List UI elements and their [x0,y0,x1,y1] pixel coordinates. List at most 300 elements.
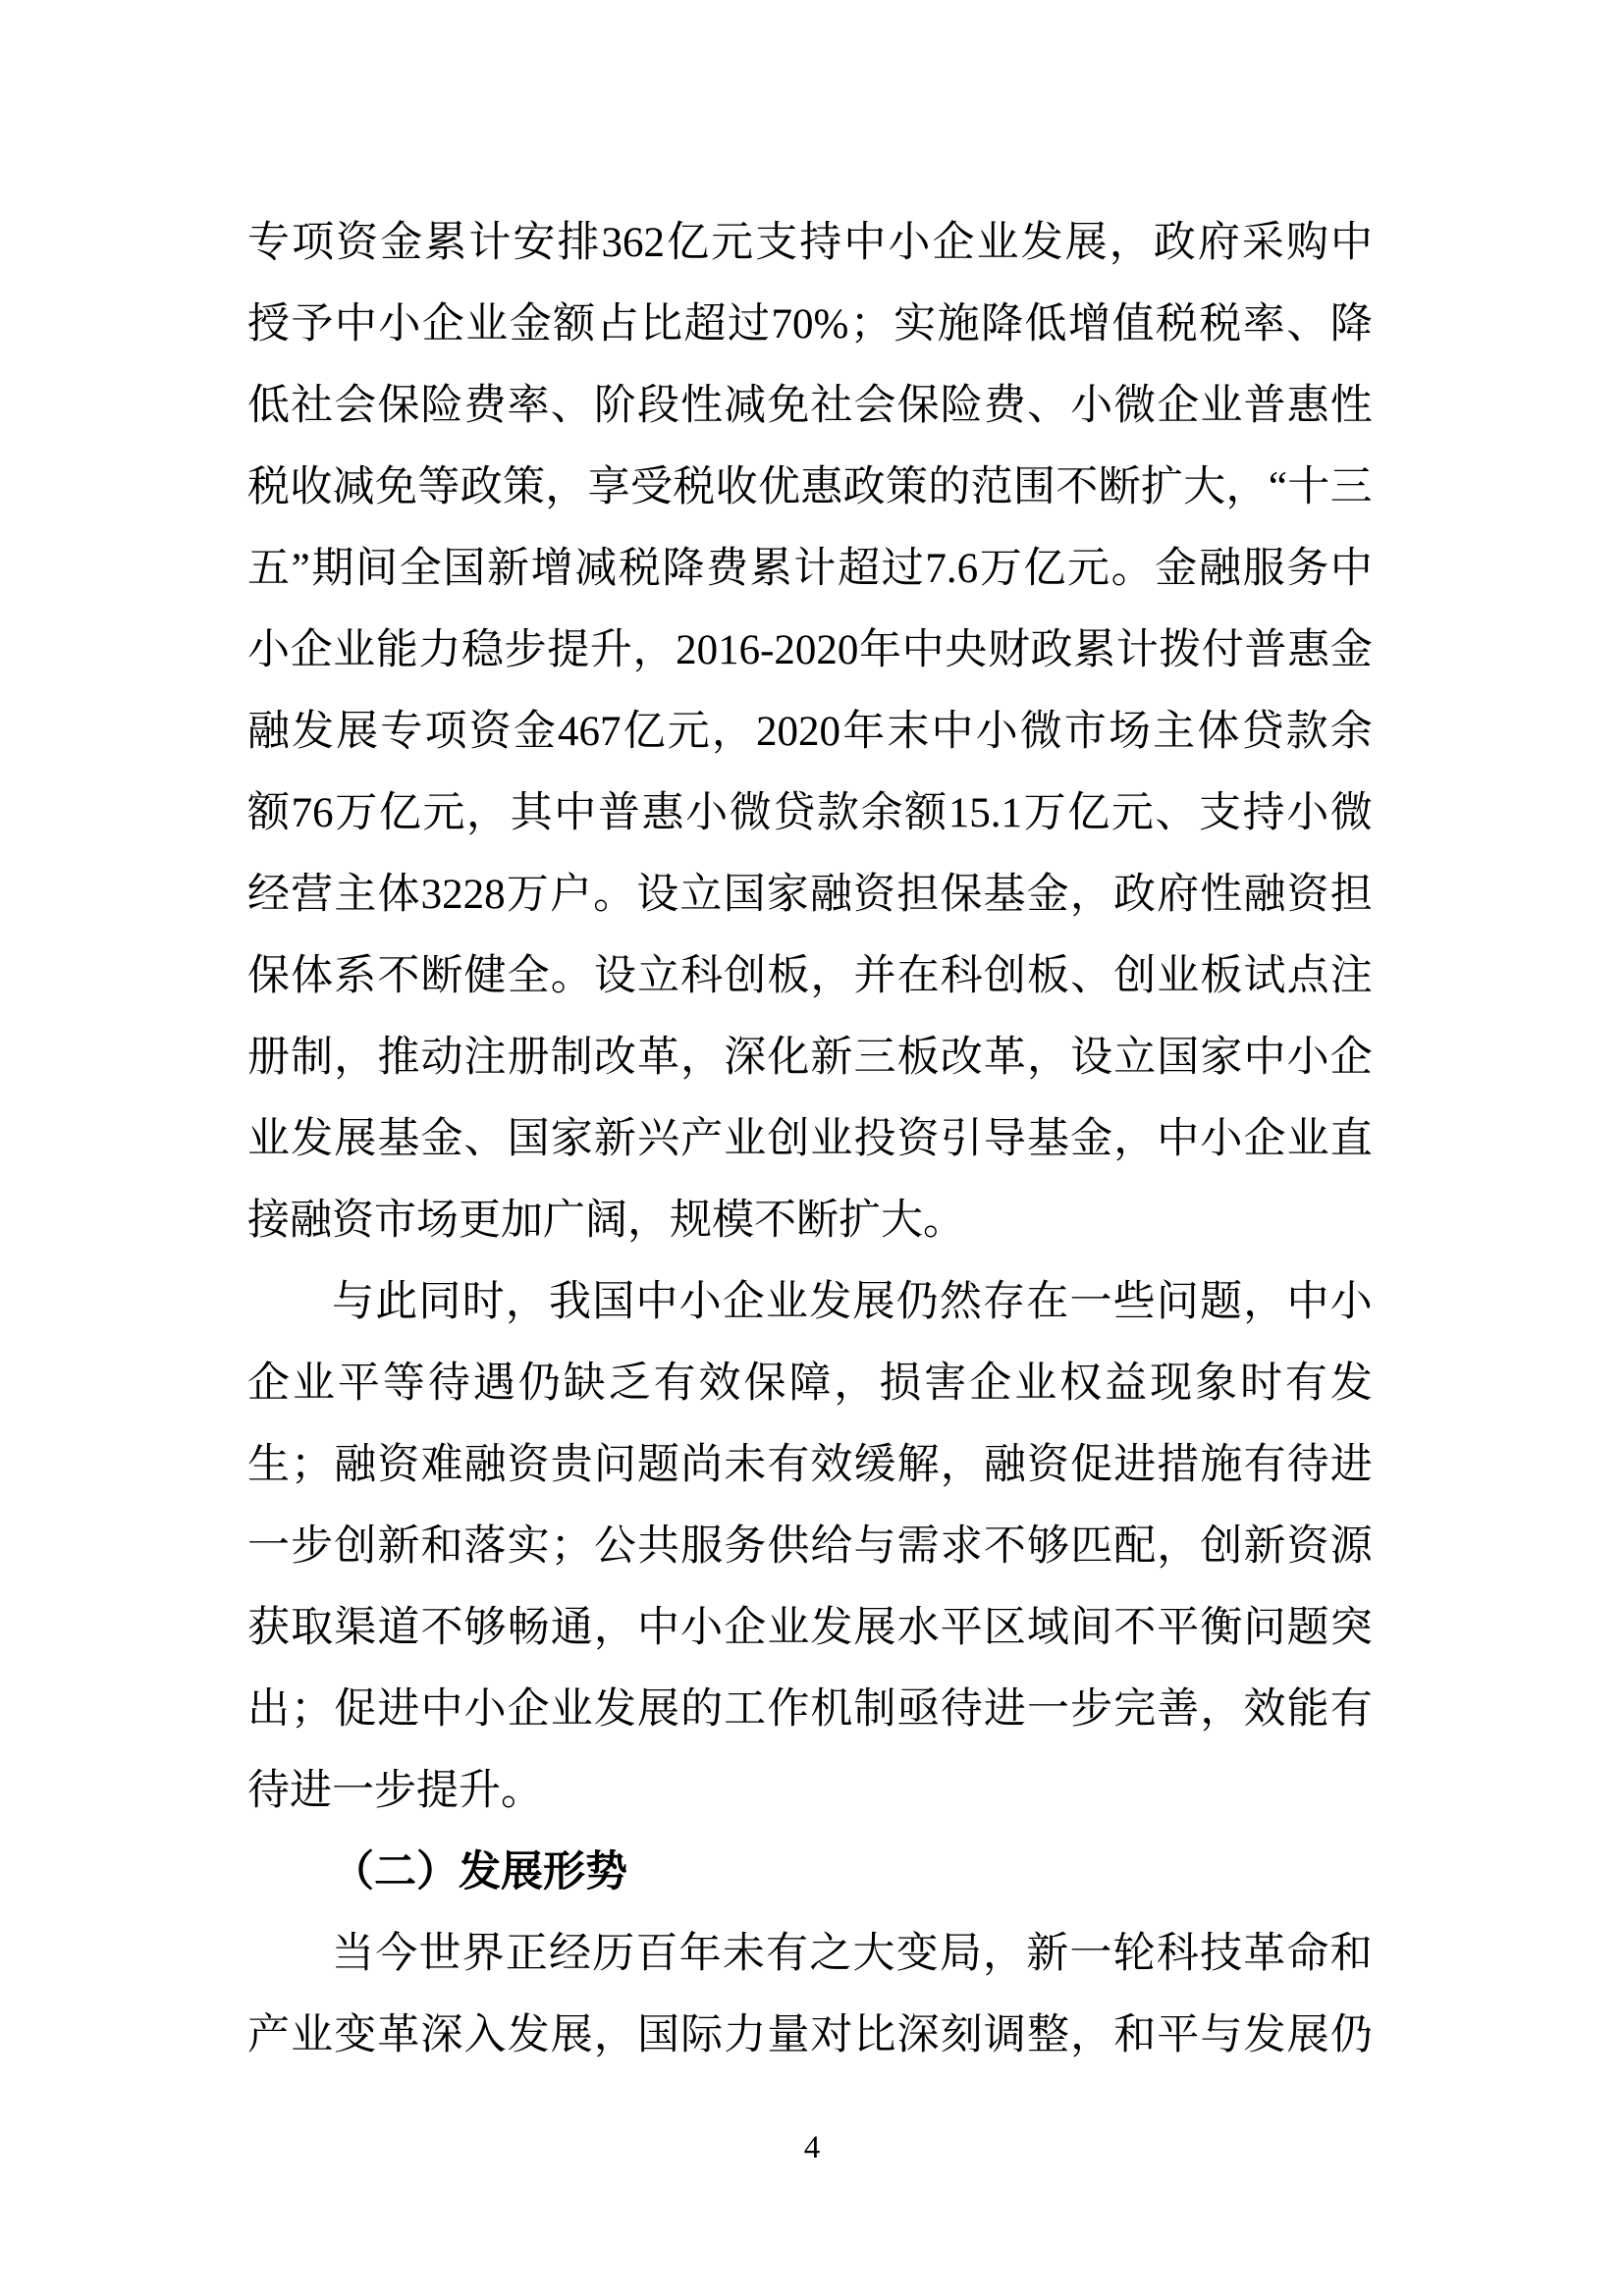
glyph-token: 平 [1157,1605,1200,1651]
glyph-token: 源 [1329,1523,1373,1570]
text-line-14 [247,1261,1373,1343]
glyph-token: 完 [1113,1686,1157,1733]
text-line-21: （二）发展形势 [332,1849,627,1896]
glyph-token: 普 [1243,383,1286,429]
glyph-token: 会 [853,383,896,429]
glyph-token: 府 [1197,220,1240,266]
glyph-token: 户 [549,872,592,918]
glyph-token: 性 [680,383,724,429]
glyph-token: 低 [1024,301,1067,347]
glyph-token: 创 [1113,953,1157,999]
glyph-token: 政 [460,464,503,510]
glyph-token: 3228 [420,872,506,918]
glyph-token: 不 [377,953,420,999]
glyph-token: 超 [838,546,881,592]
glyph-token: 金 [420,1116,463,1162]
glyph-token: 投 [853,1116,896,1162]
glyph-token: 革 [636,1035,679,1081]
glyph-token: 国 [1157,1035,1200,1081]
glyph-token: 化 [767,1035,810,1081]
glyph-token: 占 [596,301,639,347]
glyph-token: 保 [896,383,940,429]
glyph-token: 际 [680,2012,724,2058]
glyph-token: 资 [377,1442,420,1488]
glyph-token: 元 [667,709,710,755]
glyph-token: 、 [1155,790,1198,836]
glyph-token: 我 [549,1279,592,1325]
glyph-token: 基 [377,1116,420,1162]
glyph-token: 累 [749,546,792,592]
glyph-token: 2020 [756,709,841,755]
glyph-token: 比 [640,301,683,347]
glyph-token: 有 [766,1931,809,1977]
glyph-token: 融 [463,1442,507,1488]
glyph-token: 微 [1329,790,1373,836]
glyph-token: 国 [636,2012,679,2058]
glyph-token: ， [466,790,510,836]
glyph-token: 害 [924,1361,967,1407]
glyph-token: 益 [1105,1361,1148,1407]
glyph-token: ， [983,1931,1026,1977]
glyph-token: 和 [1329,1931,1373,1977]
glyph-token: 政 [1112,872,1156,918]
glyph-token: 权 [1059,1361,1103,1407]
glyph-token: 年 [678,1931,722,1977]
glyph-token: 新 [593,1116,636,1162]
glyph-token: 发 [1243,2012,1286,2058]
glyph-token: ； [291,1442,334,1488]
glyph-token: 不 [420,1605,463,1651]
glyph-token: 十 [1287,464,1330,510]
glyph-token: 未 [722,1931,765,1977]
glyph-token: 小 [1329,1279,1373,1325]
glyph-token: 一 [247,1523,290,1570]
glyph-token: 减 [724,383,767,429]
glyph-token: 惠 [1287,627,1330,673]
glyph-token: 体 [1197,709,1240,755]
glyph-token: 资 [336,220,379,266]
glyph-token: 76 [291,790,334,836]
glyph-token: 题 [1200,1279,1243,1325]
glyph-token: 家 [766,872,809,918]
glyph-token: 变 [895,1931,939,1977]
glyph-token: 小 [888,220,931,266]
glyph-token: 税 [1199,301,1242,347]
glyph-token: 年 [842,709,886,755]
glyph-token: 障 [788,1361,832,1407]
glyph-token: ， [1243,1279,1286,1325]
text-line-3 [247,365,1373,447]
glyph-token: 担 [896,872,940,918]
glyph-token: 融 [1243,872,1286,918]
glyph-token: 步 [291,1523,334,1570]
glyph-token: 持 [1242,790,1285,836]
glyph-token: 中 [1243,1035,1286,1081]
glyph-token: 效 [698,1361,741,1407]
glyph-token: 命 [1286,1931,1329,1977]
glyph-token: ， [1026,1035,1069,1081]
glyph-token: 获 [247,1605,290,1651]
glyph-token: 取 [291,1605,334,1651]
glyph-token: ， [1069,872,1112,918]
glyph-token: 亿 [667,220,710,266]
glyph-token: 进 [377,1686,420,1733]
glyph-token: ， [505,1279,548,1325]
glyph-token: 款 [1285,709,1328,755]
glyph-token: 小 [1070,383,1113,429]
glyph-token: 试 [1243,953,1286,999]
text-line-5 [247,528,1373,610]
glyph-token: 贷 [773,790,816,836]
glyph-token: 围 [1012,464,1056,510]
glyph-token: 普 [1244,627,1287,673]
glyph-token: 7.6 [925,546,979,592]
glyph-token: 道 [377,1605,420,1651]
glyph-token: 微 [729,790,772,836]
glyph-token: 新 [377,1523,420,1570]
glyph-token: 世 [418,1931,461,1977]
glyph-token: 一 [1069,1279,1112,1325]
glyph-token: 发 [507,2012,550,2058]
glyph-token: 贵 [550,1442,593,1488]
glyph-token: 计 [1115,627,1159,673]
glyph-token: 企 [1157,383,1200,429]
glyph-token: 等 [382,1361,425,1407]
glyph-token: 降 [1329,301,1373,347]
glyph-token: 保 [940,872,983,918]
glyph-token: 损 [879,1361,922,1407]
glyph-token: 融 [983,1442,1026,1488]
glyph-token: 社 [810,383,853,429]
glyph-token: 革 [1243,1931,1286,1977]
glyph-token: 公 [593,1523,636,1570]
glyph-token: 值 [1111,301,1155,347]
glyph-token: 仍 [1329,2012,1373,2058]
glyph-token: 刻 [940,2012,983,2058]
glyph-token: 末 [887,709,930,755]
glyph-token: 业 [724,1116,767,1162]
glyph-token: 有 [1243,1442,1286,1488]
glyph-token: 余 [1329,709,1373,755]
glyph-token: 发 [593,1686,636,1733]
glyph-token: 服 [680,1523,724,1570]
glyph-token: 专 [247,220,290,266]
glyph-token: 一 [1026,1686,1069,1733]
glyph-token: 全 [399,546,442,592]
glyph-token: 率 [1242,301,1285,347]
glyph-token: 额 [247,790,290,836]
glyph-token: 革 [983,1035,1026,1081]
glyph-token: 展 [636,1686,679,1733]
glyph-token: 待 [1286,1442,1329,1488]
glyph-token: ， [940,1442,983,1488]
glyph-token: 创 [767,1116,810,1162]
glyph-token: 中 [1329,546,1373,592]
text-line-11 [247,1017,1373,1098]
glyph-token: 排 [557,220,600,266]
glyph-token: 15.1 [947,790,1022,836]
glyph-token: 支 [1199,790,1242,836]
glyph-token: 水 [896,1605,940,1651]
glyph-token: 发 [810,1605,853,1651]
glyph-token: 中 [901,627,945,673]
glyph-token: 付 [1201,627,1244,673]
glyph-token: 稳 [461,627,505,673]
glyph-token: 并 [853,953,896,999]
glyph-token: 发 [1329,1361,1373,1407]
glyph-token: 升 [589,627,632,673]
glyph-token: 微 [1019,709,1062,755]
glyph-token: 国 [507,1116,550,1162]
glyph-token: 其 [510,790,553,836]
glyph-token: 产 [247,2012,290,2058]
glyph-token: 小 [378,301,421,347]
glyph-token: 步 [1070,1686,1113,1733]
glyph-token: ， [593,2012,636,2058]
text-line-2 [247,284,1373,365]
glyph-token: 问 [1156,1279,1199,1325]
glyph-token: 之 [809,1931,852,1977]
glyph-token: 企 [290,627,333,673]
text-line-23 [247,1995,1373,2076]
glyph-token: 万 [979,546,1022,592]
glyph-token: 不 [1056,464,1099,510]
glyph-token: 有 [1284,1361,1327,1407]
glyph-token: 时 [461,1279,505,1325]
glyph-token: 资 [1286,872,1329,918]
glyph-token: 小 [678,1279,722,1325]
glyph-token: 断 [1098,464,1141,510]
glyph-token: 突 [1329,1605,1373,1651]
glyph-token: 拨 [1159,627,1202,673]
glyph-token: 三 [1329,464,1373,510]
glyph-token: 正 [505,1931,548,1977]
glyph-token: 断 [420,953,463,999]
text-line-6 [247,610,1373,691]
glyph-token: 进 [1329,1442,1373,1488]
glyph-token: 业 [1200,383,1243,429]
glyph-token: ， [680,1035,724,1081]
glyph-token: 象 [1195,1361,1238,1407]
glyph-token: 展 [336,709,379,755]
glyph-token: 工 [724,1686,767,1733]
glyph-token: 市 [1063,709,1107,755]
glyph-token: 平 [940,1605,983,1651]
glyph-token: 能 [1286,1686,1329,1733]
glyph-token: 新 [486,546,529,592]
glyph-token: 亿 [1023,546,1066,592]
glyph-token: 系 [334,953,377,999]
glyph-token: 项 [424,709,467,755]
glyph-token: 家 [1200,1035,1243,1081]
glyph-token: 能 [375,627,418,673]
glyph-token: 创 [724,953,767,999]
glyph-token: 立 [636,953,679,999]
glyph-token: 有 [653,1361,696,1407]
glyph-token: ， [834,1361,877,1407]
glyph-token: 然 [939,1279,982,1325]
glyph-token: 点 [1286,953,1329,999]
glyph-token: 仍 [895,1279,939,1325]
glyph-token: 对 [810,2012,853,2058]
glyph-token: 同 [418,1279,461,1325]
glyph-token: 深 [724,1035,767,1081]
glyph-token: 累 [1073,627,1116,673]
glyph-token: 实 [893,301,937,347]
glyph-token: 业 [247,1116,290,1162]
glyph-token: 资 [507,1442,550,1488]
glyph-token: 施 [937,301,980,347]
glyph-token: 畅 [507,1605,550,1651]
glyph-token: 些 [1112,1279,1156,1325]
glyph-token: 创 [334,1523,377,1570]
glyph-token: 亿 [1067,790,1110,836]
glyph-token: 中 [636,1605,679,1651]
glyph-token: 体 [291,953,334,999]
glyph-token: 小 [1200,1116,1243,1162]
glyph-token: 遇 [472,1361,515,1407]
glyph-token: 业 [550,1686,593,1733]
glyph-token: 匹 [1070,1523,1113,1570]
glyph-token: 问 [593,1442,636,1488]
glyph-token: 题 [1286,1605,1329,1651]
glyph-token: 轮 [1112,1931,1156,1977]
glyph-token: 效 [1243,1686,1286,1733]
glyph-token: 推 [377,1035,420,1081]
glyph-token: 税 [1155,301,1198,347]
glyph-token: 业 [291,2012,334,2058]
glyph-token: 时 [1239,1361,1282,1407]
glyph-token: 务 [1286,546,1329,592]
glyph-token: 板 [1026,953,1069,999]
glyph-token: 创 [983,953,1026,999]
glyph-token: 有 [767,1442,810,1488]
glyph-token: 元 [1110,790,1154,836]
glyph-token: 科 [680,953,724,999]
glyph-token: 变 [334,2012,377,2058]
glyph-token: 70% [771,301,849,347]
glyph-token: 、 [550,383,593,429]
glyph-token: 企 [969,1361,1012,1407]
glyph-token: 惠 [1286,383,1329,429]
glyph-token: 亿 [623,709,666,755]
glyph-token: 国 [592,1279,635,1325]
glyph-token: ； [291,1686,334,1733]
glyph-token: 展 [334,1116,377,1162]
glyph-token: 施 [1200,1442,1243,1488]
glyph-token: 力 [724,2012,767,2058]
glyph-token: 导 [983,1116,1026,1162]
glyph-token: 的 [928,464,971,510]
glyph-token: 册 [247,1035,290,1081]
glyph-token: 融 [1198,546,1241,592]
glyph-token: 现 [1150,1361,1193,1407]
text-line-9 [247,854,1373,935]
glyph-token: 业 [1014,1361,1057,1407]
glyph-token: 融 [334,1442,377,1488]
glyph-token: 策 [885,464,928,510]
glyph-token: 政 [1153,220,1196,266]
glyph-token: 范 [970,464,1013,510]
glyph-token: 政 [1030,627,1073,673]
glyph-token: 深 [896,2012,940,2058]
glyph-token: 在 [1026,1279,1069,1325]
text-line-8 [247,773,1373,854]
glyph-token: ， [1109,220,1152,266]
glyph-token: 小 [463,1686,507,1733]
glyph-token: 实 [507,1523,550,1570]
glyph-token: 采 [1241,220,1284,266]
glyph-token: 央 [945,627,988,673]
glyph-token: 贷 [1241,709,1284,755]
glyph-token: 局 [939,1931,982,1977]
glyph-token: 大 [1183,464,1226,510]
glyph-token: 主 [334,872,377,918]
glyph-token: 调 [983,2012,1026,2058]
glyph-token: 元 [1067,546,1110,592]
glyph-token: 财 [987,627,1030,673]
glyph-token: 购 [1285,220,1328,266]
glyph-token: 改 [593,1035,636,1081]
glyph-token: 万 [335,790,378,836]
glyph-token: ” [291,546,310,592]
glyph-token: 在 [896,953,940,999]
glyph-token: 微 [1113,383,1157,429]
glyph-token: 务 [724,1523,767,1570]
glyph-token: 平 [337,1361,380,1407]
glyph-token: 科 [1156,1931,1199,1977]
glyph-token: 此 [375,1279,418,1325]
glyph-token: 业 [766,1279,809,1325]
glyph-token: 基 [983,872,1026,918]
glyph-token: 金 [509,301,552,347]
text-line-20: 待进一步提升。 [247,1768,543,1814]
glyph-token: 险 [420,383,463,429]
glyph-token: 立 [1113,1035,1157,1081]
glyph-token: 求 [940,1523,983,1570]
text-line-15 [247,1343,1373,1424]
glyph-token: 金 [1155,546,1198,592]
glyph-token: 会 [334,383,377,429]
glyph-token: 设 [593,953,636,999]
glyph-token: 余 [860,790,903,836]
glyph-token: 新 [810,1035,853,1081]
body-text [247,202,1373,2076]
glyph-token: 生 [247,1442,290,1488]
glyph-token: 业 [1157,953,1200,999]
glyph-token: 家 [550,1116,593,1162]
glyph-token: 低 [247,383,290,429]
glyph-token: 等 [417,464,460,510]
glyph-token: 企 [1243,1116,1286,1162]
glyph-token: 比 [853,2012,896,2058]
glyph-token: 改 [940,1035,983,1081]
glyph-token: 中 [1330,220,1373,266]
glyph-token: 创 [1200,1523,1243,1570]
glyph-token: 中 [420,1686,463,1733]
glyph-token: 收 [290,464,333,510]
glyph-token: 给 [810,1523,853,1570]
glyph-token: 间 [355,546,399,592]
glyph-token: 保 [247,953,290,999]
page-number: 4 [803,2130,821,2165]
glyph-token: 业 [976,220,1019,266]
glyph-token: 资 [1026,1442,1069,1488]
glyph-token: 企 [932,220,975,266]
glyph-token: 免 [374,464,417,510]
glyph-token: 衡 [1200,1605,1243,1651]
glyph-token: 五 [247,546,290,592]
